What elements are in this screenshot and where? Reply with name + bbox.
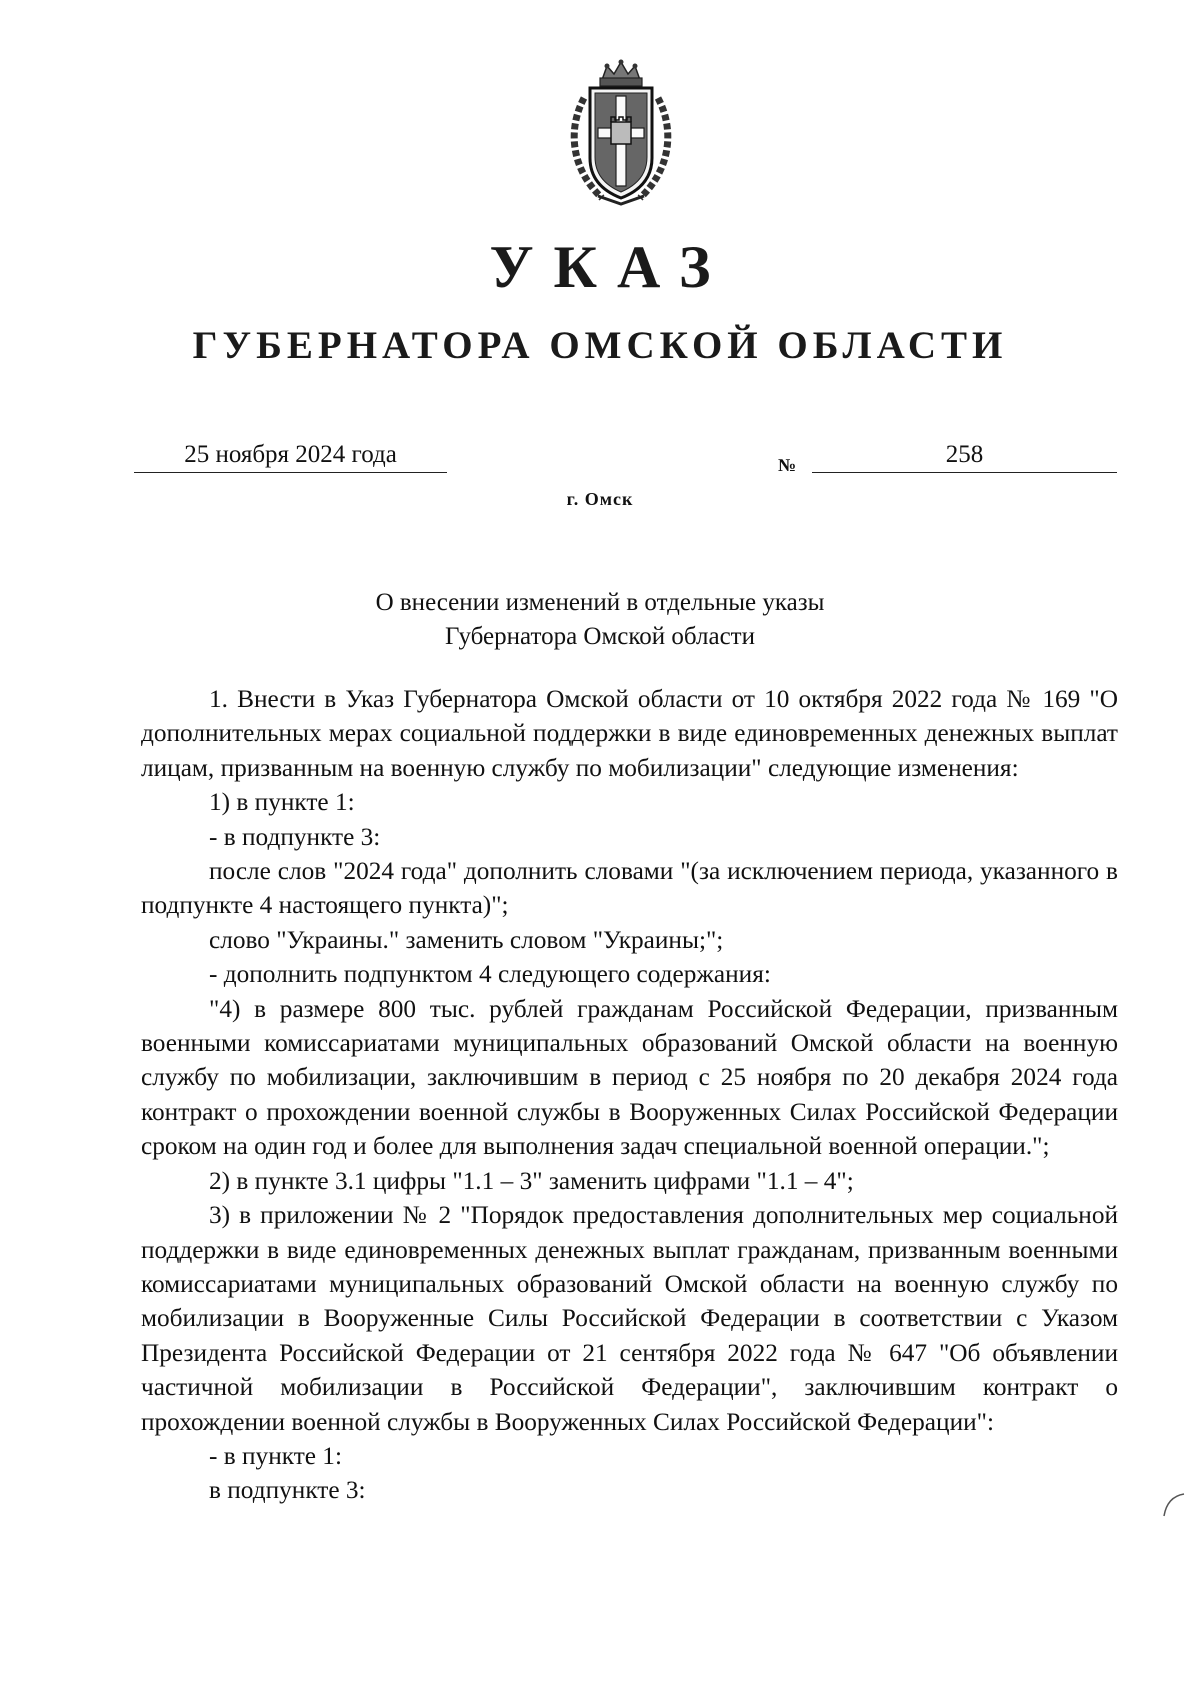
issuer-title: ГУБЕРНАТОРА ОМСКОЙ ОБЛАСТИ xyxy=(192,324,1008,367)
number-sign: № xyxy=(778,455,797,475)
paragraph: - дополнить подпунктом 4 следующего содержания: xyxy=(209,960,771,989)
paragraph: 3) в приложении № 2 "Порядок предоставления дополнительных мер социальной поддержки в виде единовременных денежных выплат гражданам, призванным военными комиссариатами муниципальных образований Омской области на военную службу по мобилизации в Вооруженные Силы Российской Федерации в соответствии с Указом Президента Российской Федерации от 21 сентября 2022 года № 647 "Об объявлении частичной мобилизации в Российской Федерации", заключившим контракт о прохождении военной службы в Вооруженных Силах Российской Федерации": xyxy=(141,1201,1118,1436)
document-number: 258 xyxy=(812,437,1117,473)
document-body xyxy=(141,682,1118,1508)
city-name: г. Омск xyxy=(566,489,634,509)
paragraph: 1. Внести в Указ Губернатора Омской области от 10 октября 2022 года № 169 "О дополнительных мерах социальной поддержки в виде единовременных денежных выплат лицам, призванным на военную службу по мобилизации" следующие изменения: xyxy=(141,685,1118,782)
paragraph: 1) в пункте 1: xyxy=(209,788,355,817)
paragraph: - в подпункте 3: xyxy=(209,822,381,851)
heading-line: Губернатора Омской области xyxy=(445,623,755,650)
paragraph: "4) в размере 800 тыс. рублей гражданам Российской Федерации, призванным военными комиссариатами муниципальных образований Омской области на военную службу по мобилизации, заключившим в период с 25 ноября по 20 декабря 2024 года контракт о прохождении военной службы в Вооруженных Силах Российской Федерации сроком на один год и более для выполнения задач специальной военной операции."; xyxy=(141,994,1118,1161)
paragraph: - в пункте 1: xyxy=(209,1441,342,1470)
paragraph: слово "Украины." заменить словом "Украины;"; xyxy=(209,925,724,954)
pen-mark-icon xyxy=(1160,1490,1188,1518)
document-date: 25 ноября 2024 года xyxy=(134,437,447,473)
document-type-title: УКАЗ xyxy=(489,234,731,300)
paragraph: после слов "2024 года" дополнить словами "(за исключением периода, указанного в подпункте 4 настоящего пункта)"; xyxy=(141,857,1118,920)
paragraph: в подпункте 3: xyxy=(209,1476,366,1505)
heading-line: О внесении изменений в отдельные указы xyxy=(375,589,825,616)
document-heading xyxy=(0,586,1200,654)
paragraph: 2) в пункте 3.1 цифры "1.1 – 3" заменить цифрами "1.1 – 4"; xyxy=(209,1166,854,1195)
coat-of-arms-icon xyxy=(562,58,680,206)
